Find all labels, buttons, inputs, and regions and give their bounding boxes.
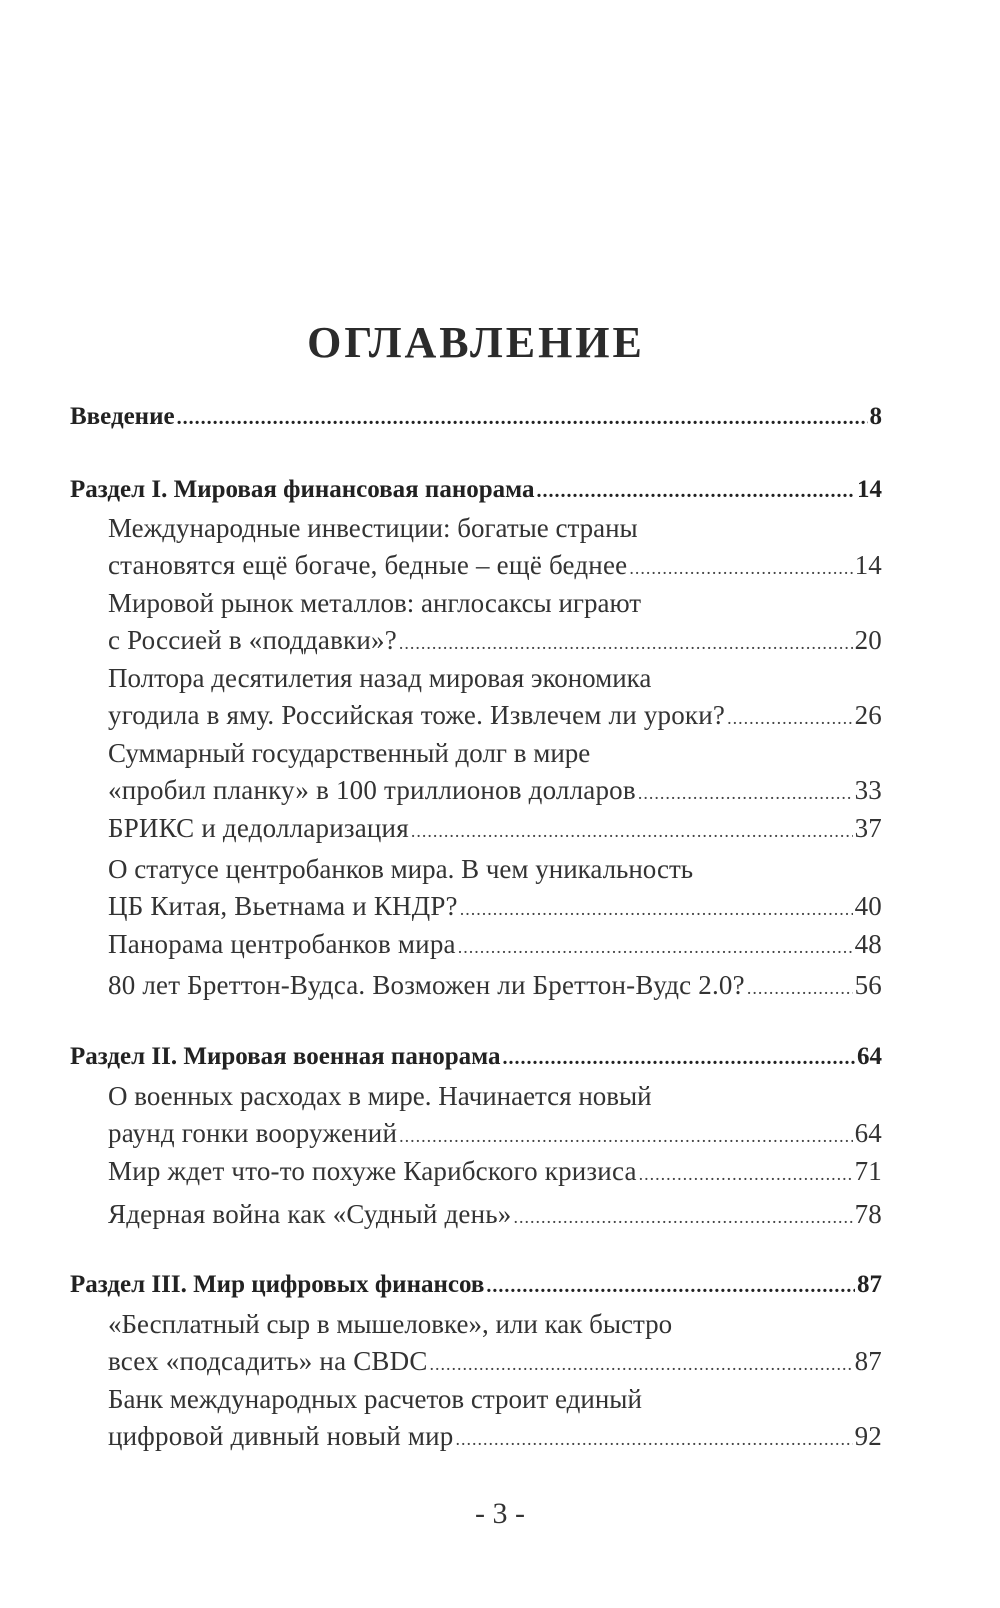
page-number: 14 [854,550,882,580]
dot-leader [727,700,853,737]
page-number: 92 [854,1421,882,1451]
item-title-line2: угодила в яму. Российская тоже. Извлечем ли уроки? [108,700,726,730]
dot-leader [629,550,852,587]
toc-item[interactable] [108,585,882,659]
page-number: 26 [854,700,882,730]
page-number: 71 [854,1156,882,1186]
item-title-line1: Банк международных расчетов строит единый [108,1384,642,1414]
dot-leader [747,970,853,1007]
page-number: 48 [854,929,882,959]
section-title: Раздел II. Мировая военная панорама [70,1043,501,1070]
item-title-line2: всех «подсадить» на CBDC [108,1346,428,1376]
page-title: ОГЛАВЛЕНИЕ [307,318,645,367]
dot-leader [486,1268,855,1305]
page-number: 87 [857,1271,882,1298]
toc-item[interactable] [108,1153,882,1190]
page-number: 14 [857,476,882,503]
item-title: 80 лет Бреттон-Вудса. Возможен ли Бреттон-Вудс 2.0? [108,970,745,1000]
toc-section-1[interactable] [70,471,882,508]
page-number: 64 [854,1118,882,1148]
toc-item[interactable] [108,851,882,925]
toc-item[interactable] [108,735,882,809]
page-number: 56 [854,970,882,1000]
dot-leader [460,891,853,928]
toc-item[interactable] [108,510,882,584]
page-number: 87 [854,1346,882,1376]
page-number: 64 [857,1043,882,1070]
toc-item[interactable] [108,660,882,734]
dot-leader [537,473,855,510]
dot-leader [458,929,853,966]
dot-leader [455,1421,852,1458]
item-title-line2: с Россией в «поддавки»? [108,625,397,655]
toc-entry-introduction[interactable] [70,398,882,435]
item-title-line1: Суммарный государственный долг в мире [108,738,591,768]
page-number: 20 [854,625,882,655]
entry-title: Введение [70,403,175,430]
dot-leader [502,1040,855,1077]
item-title-line1: О военных расходах в мире. Начинается новый [108,1081,652,1111]
item-title-line2: «пробил планку» в 100 триллионов долларов [108,775,636,805]
item-title: Мир ждет что-то похуже Карибского кризиса [108,1156,637,1186]
page-number: 37 [854,813,882,843]
toc-section-3[interactable] [70,1266,882,1303]
page-number: 8 [869,403,882,430]
dot-leader [638,775,853,812]
page-number-footer: - 3 - [475,1497,525,1530]
dot-leader [639,1156,853,1193]
item-title-line1: Международные инвестиции: богатые страны [108,513,638,543]
dot-leader [430,1346,853,1383]
item-title-line2: ЦБ Китая, Вьетнама и КНДР? [108,891,458,921]
section-title: Раздел I. Мировая финансовая панорама [70,476,535,503]
item-title-line2: становятся ещё богаче, бедные – ещё беднее [108,550,628,580]
item-title-line1: Полтора десятилетия назад мировая экономика [108,663,652,693]
toc-item[interactable] [108,1196,882,1233]
item-title: БРИКС и дедолларизация [108,813,409,843]
toc-item[interactable] [108,926,882,963]
item-title-line1: Мировой рынок металлов: англосаксы играют [108,588,642,618]
dot-leader [411,813,853,850]
page-number: 78 [854,1199,882,1229]
item-title: Ядерная война как «Судный день» [108,1199,512,1229]
toc-item[interactable] [108,810,882,847]
toc-item[interactable] [108,1078,882,1152]
dot-leader [399,1118,852,1155]
dot-leader [177,400,868,437]
toc-item[interactable] [108,1306,882,1380]
section-title: Раздел III. Мир цифровых финансов [70,1271,485,1298]
page-number: 40 [854,891,882,921]
item-title-line2: раунд гонки вооружений [108,1118,398,1148]
toc-section-2[interactable] [70,1038,882,1075]
page-number: 33 [854,775,882,805]
toc-item[interactable] [108,967,882,1004]
dot-leader [513,1199,852,1236]
item-title-line1: О статусе центробанков мира. В чем уникальность [108,854,694,884]
toc-item[interactable] [108,1381,882,1455]
item-title: Панорама центробанков мира [108,929,456,959]
item-title-line2: цифровой дивный новый мир [108,1421,454,1451]
dot-leader [399,625,853,662]
item-title-line1: «Бесплатный сыр в мышеловке», или как быстро [108,1309,673,1339]
